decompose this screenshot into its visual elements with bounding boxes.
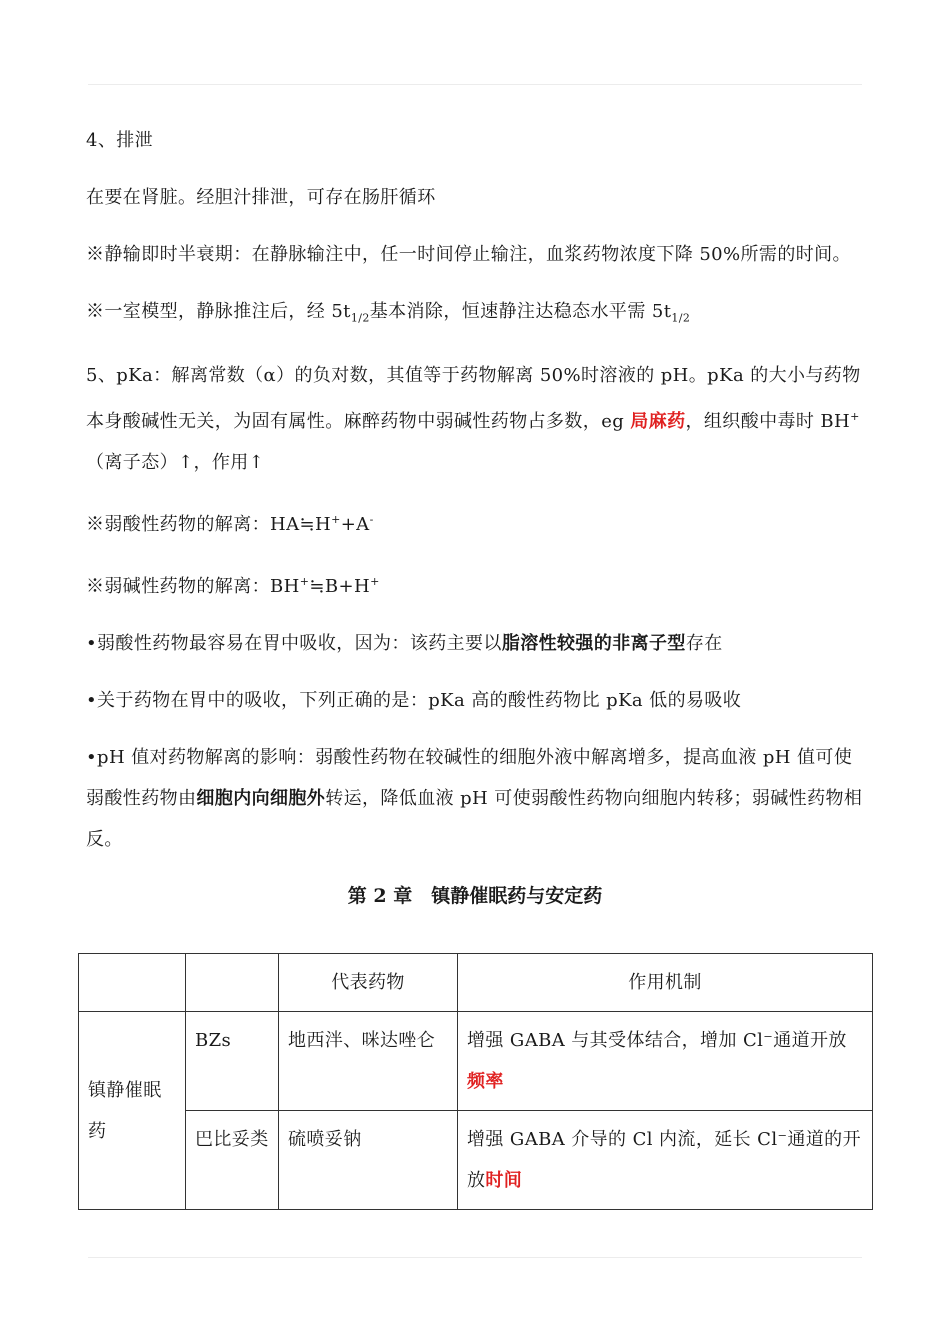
header-rule: [88, 84, 862, 85]
table-cell-mechanism: 增强 GABA 与其受体结合，增加 Cl⁻通道开放频率: [458, 1012, 873, 1111]
footer-rule: [88, 1257, 862, 1258]
table-cell-class: BZs: [186, 1012, 279, 1111]
paragraph-weak-base-dissociation: ※弱碱性药物的解离：BH+≒B+H+: [86, 574, 380, 597]
section-heading-excretion: 4、排泄: [86, 130, 154, 151]
bullet-gastric-absorption: •关于药物在胃中的吸收，下列正确的是：pKa 高的酸性药物比 pKa 低的易吸收: [86, 689, 742, 711]
table-header-cell: 代表药物: [279, 954, 458, 1012]
paragraph-context-half-time: ※静输即时半衰期：在静脉输注中，任一时间停止输注，血浆药物浓度下降 50%所需的时间。: [86, 244, 851, 265]
highlight-frequency: 频率: [467, 1071, 504, 1092]
drug-table: [78, 953, 873, 1210]
bullet-ph-effect: •pH 值对药物解离的影响：弱酸性药物在较碱性的细胞外液中解离增多，提高血液 pH 值可使弱酸性药物由细胞内向细胞外转运，降低血液 pH 可使弱酸性药物向细胞内转移；弱碱性药物相反。: [86, 746, 863, 850]
table-header-cell: 作用机制: [458, 954, 873, 1012]
chapter-title: 第 2 章 镇静催眠药与安定药: [347, 884, 603, 907]
highlight-intra-to-extra: 细胞内向细胞外: [196, 787, 326, 809]
paragraph-weak-acid-dissociation: ※弱酸性药物的解离：HA≒H++A-: [86, 512, 374, 535]
document-body: [86, 120, 864, 926]
table-row: [79, 1111, 873, 1210]
table-header-cell: [186, 954, 279, 1012]
table-cell-drug: 硫喷妥钠: [279, 1111, 458, 1210]
highlight-local-anesthetic: 局麻药: [630, 410, 686, 432]
paragraph-excretion: 在要在肾脏。经胆汁排泄，可存在肠肝循环: [86, 187, 436, 208]
paragraph-one-compartment: ※一室模型，静脉推注后，经 $5t_{1/2}$基本消除，恒速静注达稳态水平需 $5t_{1/2}$: [86, 301, 691, 325]
table-cell-drug: 地西泮、咪达唑仑: [279, 1012, 458, 1111]
table-row: [79, 1012, 873, 1111]
table-header-cell: [79, 954, 186, 1012]
table-cell-mechanism: 增强 GABA 介导的 Cl 内流，延长 Cl⁻通道的开放时间: [458, 1111, 873, 1210]
bullet-weak-acid-absorption: •弱酸性药物最容易在胃中吸收，因为：该药主要以脂溶性较强的非离子型存在: [86, 632, 723, 654]
highlight-duration: 时间: [485, 1170, 523, 1191]
table-header-row: [79, 954, 873, 1012]
table-group-cell: 镇静催眠药: [79, 1012, 186, 1210]
highlight-nonionized: 脂溶性较强的非离子型: [501, 632, 686, 654]
paragraph-pka: 5、pKa：解离常数（α）的负对数，其值等于药物解离 50%时溶液的 pH。pKa 的大小与药物本身酸碱性无关，为固有属性。麻醉药物中弱碱性药物占多数，eg 局麻药，组织酸中毒时 BH+（离子态）↑，作用↑: [86, 364, 861, 473]
table-cell-class: 巴比妥类: [186, 1111, 279, 1210]
